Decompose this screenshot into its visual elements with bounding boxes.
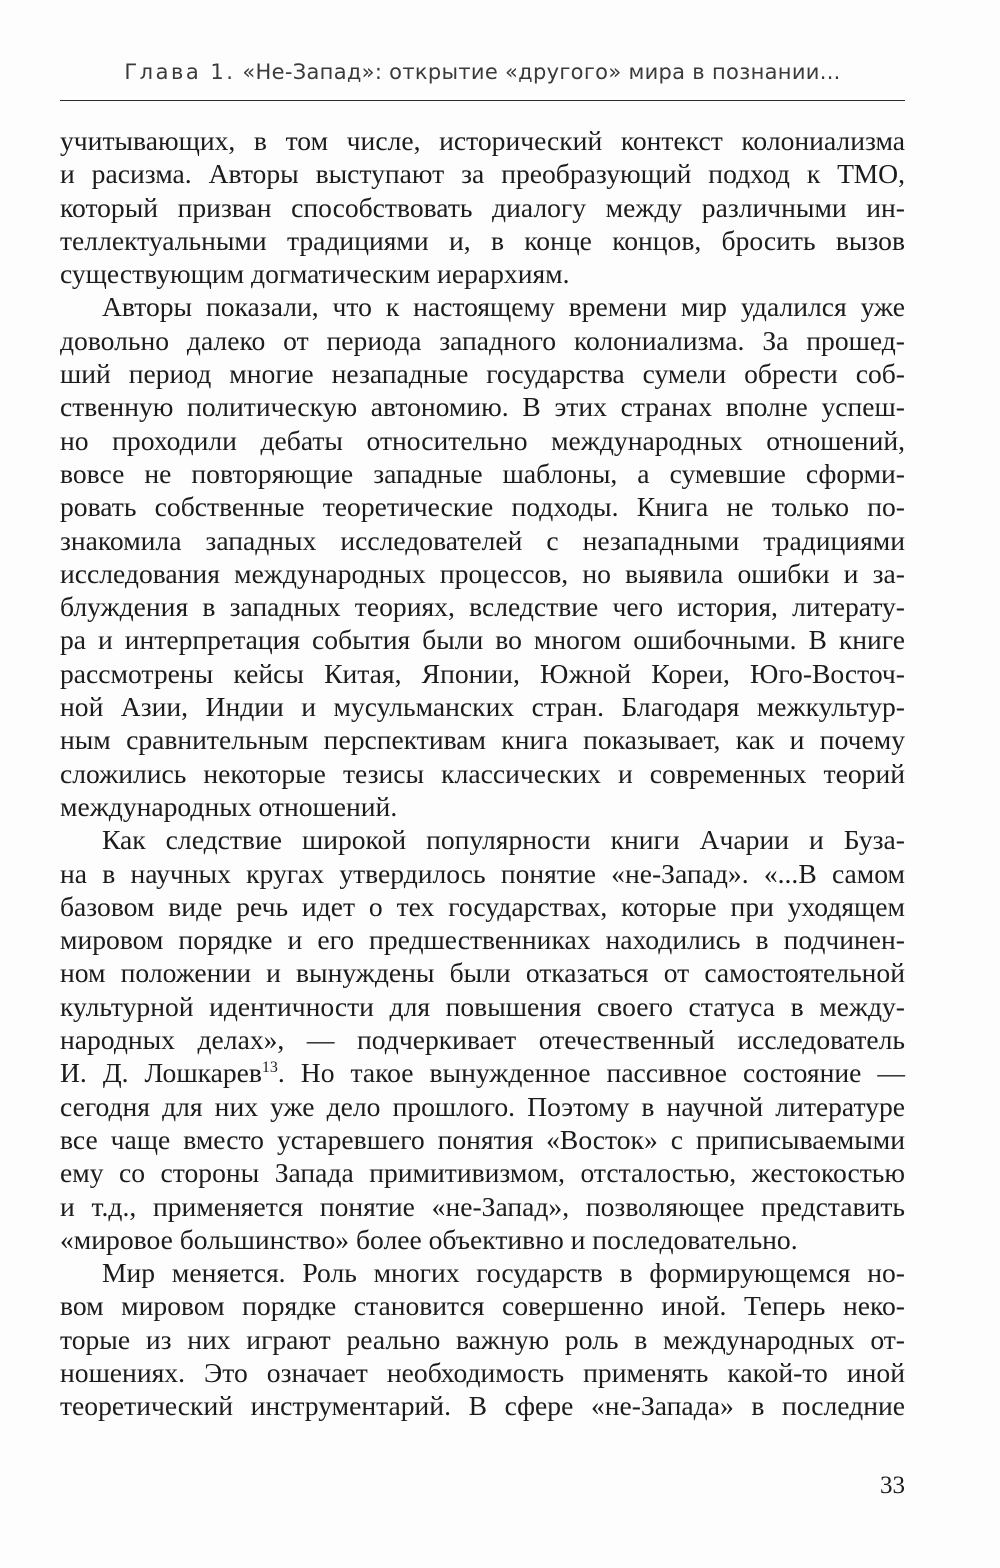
text-line: торые из них играют реально важную роль в международных от- bbox=[60, 1323, 905, 1355]
footnote-ref: 13 bbox=[261, 1059, 278, 1077]
text-line-with-footnote bbox=[60, 1056, 905, 1089]
text-line: на в научных кругах утвердилось понятие «не-Запад». «...В самом bbox=[60, 857, 905, 889]
body-text bbox=[60, 124, 905, 1423]
text-line: базовом виде речь идет о тех государствах, которые при уходящем bbox=[60, 890, 905, 922]
paragraph-1 bbox=[60, 124, 905, 290]
text-line: сложились некоторые тезисы классических и современных теорий bbox=[60, 757, 905, 789]
text-line: довольно далеко от периода западного колониализма. За прошед- bbox=[60, 324, 905, 356]
text-line: сегодня для них уже дело прошлого. Поэтому в научной литературе bbox=[60, 1090, 905, 1122]
text-line: но проходили дебаты относительно международных отношений, bbox=[60, 424, 905, 456]
running-head bbox=[60, 60, 905, 84]
text-line: рассмотрены кейсы Китая, Японии, Южной Кореи, Юго-Восточ- bbox=[60, 657, 905, 689]
text-line: знакомила западных исследователей с незападными традициями bbox=[60, 524, 905, 556]
text-line: теллектуальными традициями и, в конце концов, бросить вызов bbox=[60, 224, 905, 256]
text-line: ра и интерпретация события были во многом ошибочными. В книге bbox=[60, 624, 905, 656]
header-rule bbox=[60, 100, 905, 101]
text-line: ему со стороны Запада примитивизмом, отсталостью, жестокостью bbox=[60, 1157, 905, 1189]
text-line: культурной идентичности для повышения своего статуса в между- bbox=[60, 990, 905, 1022]
line-head: И. Д. Лошкарев bbox=[60, 1057, 262, 1089]
text-line: теоретический инструментарий. В сфере «не-Запада» в последние bbox=[60, 1390, 905, 1422]
chapter-label: Глава 1. bbox=[124, 60, 236, 84]
text-line: Мир меняется. Роль многих государств в формирующемся но- bbox=[102, 1257, 905, 1289]
text-line: ший период многие незападные государства сумели обрести соб- bbox=[60, 358, 905, 390]
text-line: существующим догматическим иерархиям. bbox=[60, 258, 570, 290]
text-line: учитывающих, в том числе, исторический контекст колониализма bbox=[60, 125, 905, 156]
text-line: все чаще вместо устаревшего понятия «Восток» с приписываемыми bbox=[60, 1123, 905, 1155]
paragraph-3 bbox=[60, 823, 905, 1256]
text-line: Как следствие широкой популярности книги Ачарии и Буза- bbox=[102, 824, 905, 856]
text-line: который призван способствовать диалогу между различными ин- bbox=[60, 191, 905, 223]
text-line: и расизма. Авторы выступают за преобразующий подход к ТМО, bbox=[60, 158, 905, 190]
text-line: вом мировом порядке становится совершенно иной. Теперь неко- bbox=[60, 1290, 905, 1322]
text-line: «мировое большинство» более объективно и последовательно. bbox=[60, 1223, 798, 1255]
text-line: ным сравнительным перспективам книга показывает, как и почему bbox=[60, 724, 905, 756]
paragraph-2 bbox=[60, 290, 905, 823]
text-line: и т.д., применяется понятие «не-Запад», позволяющее представить bbox=[60, 1190, 905, 1222]
text-line: ровать собственные теоретические подходы. Книга не только по- bbox=[60, 491, 905, 523]
text-line: вовсе не повторяющие западные шаблоны, а сумевшие сформи- bbox=[60, 457, 905, 489]
text-line: блуждения в западных теориях, вследствие чего история, литерату- bbox=[60, 591, 905, 623]
line-tail: . Но такое вынужденное пассивное состояние — bbox=[277, 1057, 905, 1089]
chapter-title: «Не-Запад»: открытие «другого» мира в познании... bbox=[242, 60, 841, 84]
page-number: 33 bbox=[880, 1472, 905, 1499]
text-line: ной Азии, Индии и мусульманских стран. Благодаря межкультур- bbox=[60, 691, 905, 723]
text-line: народных делах», — подчеркивает отечественный исследователь bbox=[60, 1024, 905, 1056]
paragraph-4 bbox=[60, 1256, 905, 1422]
text-line: исследования международных процессов, но выявила ошибки и за- bbox=[60, 557, 905, 589]
text-line: ношениях. Это означает необходимость применять какой-то иной bbox=[60, 1356, 905, 1388]
text-line: ственную политическую автономию. В этих странах вполне успеш- bbox=[60, 391, 905, 423]
text-line: мировом порядке и его предшественниках находились в подчинен- bbox=[60, 924, 905, 956]
text-line: ном положении и вынуждены были отказаться от самостоятельной bbox=[60, 957, 905, 989]
text-line: международных отношений. bbox=[60, 790, 398, 822]
text-line: Авторы показали, что к настоящему времени мир удалился уже bbox=[102, 291, 905, 323]
